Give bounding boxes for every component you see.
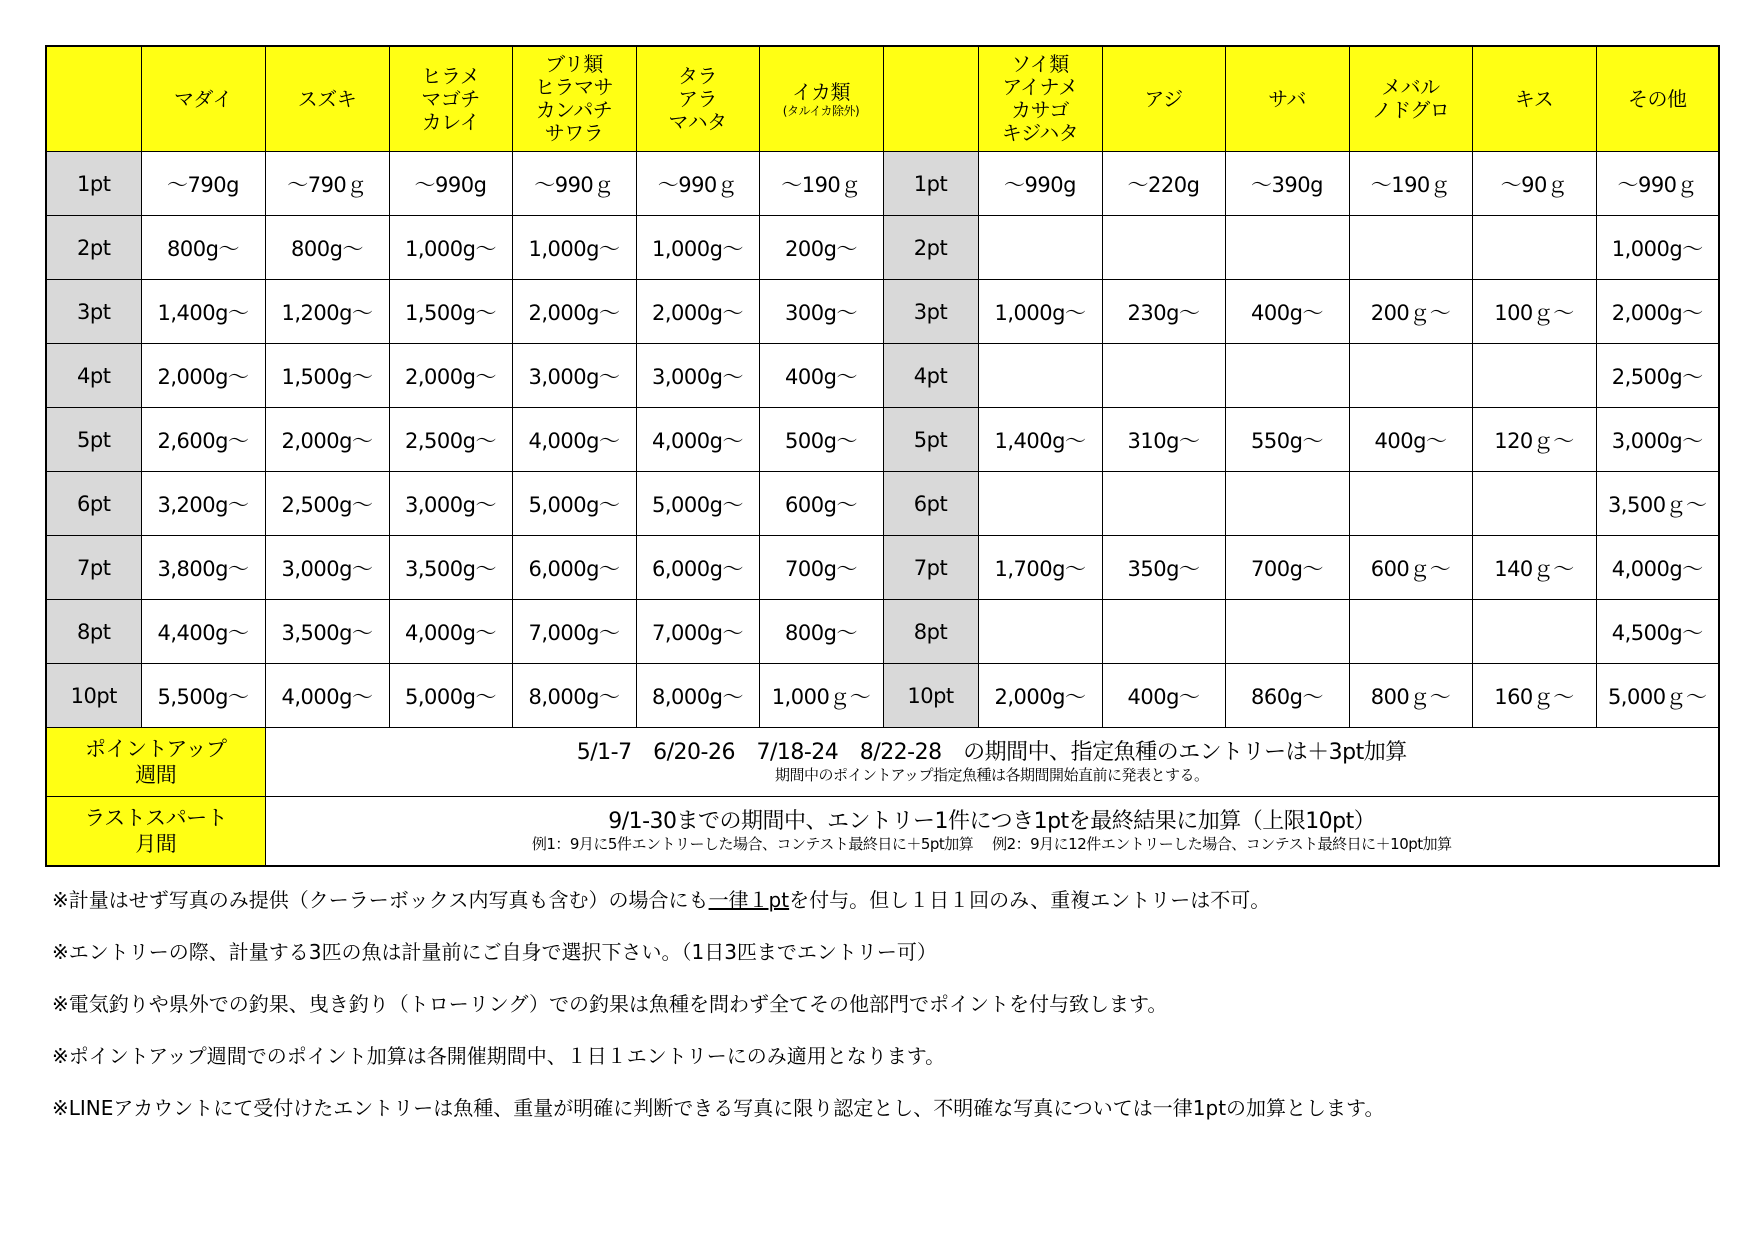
last-spurt-info <box>265 797 1719 867</box>
weight-cell: 4,000g～ <box>512 408 636 472</box>
weight-cell: 2,000g～ <box>389 344 512 408</box>
weight-cell: 800g～ <box>141 216 265 280</box>
last-spurt-note-text: 例1：9月に5件エントリーした場合、コンテスト最終日に＋5pt加算 例2：9月に12件エントリーした場合、コンテスト最終日に＋10pt加算 <box>531 835 1452 853</box>
weight-cell: 2,000g～ <box>265 408 389 472</box>
point-label-left: 8pt <box>46 600 141 664</box>
table-row <box>46 280 1719 344</box>
point-up-info <box>265 728 1719 797</box>
weight-cell: 200g～ <box>759 216 883 280</box>
weight-cell: ～220g <box>1102 152 1225 216</box>
weight-cell: 700g～ <box>759 536 883 600</box>
weight-cell: 8,000g～ <box>512 664 636 728</box>
weight-cell: 6,000g～ <box>636 536 759 600</box>
weight-cell <box>1102 216 1225 280</box>
header-suzuki: スズキ <box>265 46 389 152</box>
weight-cell: 800g～ <box>759 600 883 664</box>
weight-cell: 7,000g～ <box>512 600 636 664</box>
header-blank-left <box>46 46 141 152</box>
weight-cell <box>978 216 1102 280</box>
weight-cell: ～190ｇ <box>1349 152 1472 216</box>
point-up-row <box>46 728 1719 797</box>
note-1-underline: 一律１pt <box>708 888 790 912</box>
weight-cell: 310g～ <box>1102 408 1225 472</box>
header-ika-sub: (タルイカ除外) <box>782 103 860 118</box>
last-spurt-main-text: 9/1-30までの期間中、エントリー1件につき1ptを最終結果に加算（上限10pt） <box>608 809 1376 834</box>
weight-cell: 350g～ <box>1102 536 1225 600</box>
weight-cell: 3,000g～ <box>389 472 512 536</box>
weight-cell: ～990g <box>389 152 512 216</box>
weight-cell: 3,800g～ <box>141 536 265 600</box>
point-up-label: ポイントアップ 週間 <box>46 728 265 797</box>
point-up-note-text: 期間中のポイントアップ指定魚種は各期間開始直前に発表とする。 <box>774 766 1209 784</box>
weight-cell: 4,000g～ <box>636 408 759 472</box>
weight-cell: 5,000g～ <box>389 664 512 728</box>
weight-cell: 2,000g～ <box>141 344 265 408</box>
weight-cell: 4,400g～ <box>141 600 265 664</box>
weight-cell: 3,000g～ <box>1596 408 1719 472</box>
weight-cell <box>1225 344 1349 408</box>
note-4: ※ポイントアップ週間でのポイント加算は各開催期間中、１日１エントリーにのみ適用となります。 <box>52 1044 946 1068</box>
header-madai: マダイ <box>141 46 265 152</box>
weight-cell: 1,700g～ <box>978 536 1102 600</box>
header-ika <box>759 46 883 152</box>
point-label-left: 10pt <box>46 664 141 728</box>
weight-cell: 700g～ <box>1225 536 1349 600</box>
last-spurt-label: ラストスパート 月間 <box>46 797 265 867</box>
weight-cell <box>1472 216 1596 280</box>
weight-cell: 2,500g～ <box>265 472 389 536</box>
point-up-main-text: 5/1-7 6/20-26 7/18-24 8/22-28 の期間中、指定魚種のエントリーは＋3pt加算 <box>576 740 1407 765</box>
table-row <box>46 536 1719 600</box>
weight-cell: 2,000g～ <box>512 280 636 344</box>
note-3: ※電気釣りや県外での釣果、曳き釣り（トローリング）での釣果は魚種を問わず全てその他部門でポイントを付与致します。 <box>52 992 1168 1016</box>
header-tara: タラ アラ マハタ <box>636 46 759 152</box>
weight-cell: 2,500g～ <box>389 408 512 472</box>
weight-cell <box>1225 216 1349 280</box>
point-label-right: 7pt <box>883 536 978 600</box>
weight-cell <box>1349 216 1472 280</box>
point-label-left: 6pt <box>46 472 141 536</box>
weight-cell: ～390g <box>1225 152 1349 216</box>
table-row <box>46 600 1719 664</box>
weight-cell: 300g～ <box>759 280 883 344</box>
weight-cell: 5,500g～ <box>141 664 265 728</box>
table-row <box>46 216 1719 280</box>
weight-cell: 3,000g～ <box>636 344 759 408</box>
weight-cell: 600ｇ～ <box>1349 536 1472 600</box>
weight-cell: 200ｇ～ <box>1349 280 1472 344</box>
weight-cell: 1,000g～ <box>978 280 1102 344</box>
weight-cell <box>1472 472 1596 536</box>
weight-cell: 400g～ <box>759 344 883 408</box>
weight-cell: 3,500g～ <box>265 600 389 664</box>
note-1-pre: ※計量はせず写真のみ提供（クーラーボックス内写真も含む）の場合にも <box>52 888 709 912</box>
weight-cell: 5,000g～ <box>636 472 759 536</box>
weight-cell: 8,000g～ <box>636 664 759 728</box>
weight-cell: 1,000g～ <box>512 216 636 280</box>
weight-cell: 120ｇ～ <box>1472 408 1596 472</box>
table-row <box>46 472 1719 536</box>
note-1 <box>52 886 1702 938</box>
weight-cell: 1,500g～ <box>389 280 512 344</box>
weight-cell: 3,000g～ <box>265 536 389 600</box>
point-label-left: 7pt <box>46 536 141 600</box>
weight-cell: 3,500ｇ～ <box>1596 472 1719 536</box>
weight-cell: 800g～ <box>265 216 389 280</box>
weight-cell: 160ｇ～ <box>1472 664 1596 728</box>
weight-cell: 550g～ <box>1225 408 1349 472</box>
point-label-left: 5pt <box>46 408 141 472</box>
point-label-right: 10pt <box>883 664 978 728</box>
weight-cell: 3,000g～ <box>512 344 636 408</box>
point-label-right: 5pt <box>883 408 978 472</box>
weight-cell <box>1102 472 1225 536</box>
weight-cell: 1,000g～ <box>389 216 512 280</box>
weight-cell <box>1349 472 1472 536</box>
header-hirame: ヒラメ マゴチ カレイ <box>389 46 512 152</box>
header-mebaru: メバル ノドグロ <box>1349 46 1472 152</box>
weight-cell: 400g～ <box>1102 664 1225 728</box>
weight-cell: 3,200g～ <box>141 472 265 536</box>
weight-cell: 400g～ <box>1225 280 1349 344</box>
header-aji: アジ <box>1102 46 1225 152</box>
point-label-right: 2pt <box>883 216 978 280</box>
notes-section <box>52 886 1702 1146</box>
weight-cell: 4,500g～ <box>1596 600 1719 664</box>
header-sonota: その他 <box>1596 46 1719 152</box>
point-label-left: 1pt <box>46 152 141 216</box>
weight-cell <box>978 344 1102 408</box>
weight-cell: 2,000g～ <box>636 280 759 344</box>
weight-cell <box>1472 600 1596 664</box>
weight-cell: 2,000g～ <box>978 664 1102 728</box>
weight-cell <box>1225 600 1349 664</box>
weight-cell: 860g～ <box>1225 664 1349 728</box>
weight-cell: 1,000ｇ～ <box>759 664 883 728</box>
point-label-left: 4pt <box>46 344 141 408</box>
weight-cell: 100ｇ～ <box>1472 280 1596 344</box>
header-ika-label: イカ類 <box>792 79 850 104</box>
weight-cell: 4,000g～ <box>389 600 512 664</box>
weight-cell: ～90ｇ <box>1472 152 1596 216</box>
point-label-left: 3pt <box>46 280 141 344</box>
header-soi: ソイ類 アイナメ カサゴ キジハタ <box>978 46 1102 152</box>
point-label-right: 6pt <box>883 472 978 536</box>
weight-cell: 500g～ <box>759 408 883 472</box>
weight-cell: ～190ｇ <box>759 152 883 216</box>
weight-cell: 1,400g～ <box>978 408 1102 472</box>
table-row <box>46 344 1719 408</box>
weight-cell: 3,500g～ <box>389 536 512 600</box>
weight-cell: ～990ｇ <box>636 152 759 216</box>
point-label-right: 3pt <box>883 280 978 344</box>
weight-cell: 2,500g～ <box>1596 344 1719 408</box>
point-label-right: 8pt <box>883 600 978 664</box>
header-buri: ブリ類 ヒラマサ カンパチ サワラ <box>512 46 636 152</box>
weight-cell: ～990ｇ <box>1596 152 1719 216</box>
weight-cell <box>1225 472 1349 536</box>
point-label-left: 2pt <box>46 216 141 280</box>
point-label-right: 4pt <box>883 344 978 408</box>
weight-cell: 5,000g～ <box>512 472 636 536</box>
weight-cell: 400g～ <box>1349 408 1472 472</box>
weight-cell: 5,000ｇ～ <box>1596 664 1719 728</box>
weight-cell: 7,000g～ <box>636 600 759 664</box>
table-row <box>46 408 1719 472</box>
weight-cell: 6,000g～ <box>512 536 636 600</box>
weight-cell <box>978 472 1102 536</box>
weight-cell <box>978 600 1102 664</box>
weight-cell: 800ｇ～ <box>1349 664 1472 728</box>
weight-cell: 2,000g～ <box>1596 280 1719 344</box>
weight-cell: 1,000g～ <box>1596 216 1719 280</box>
table-row <box>46 152 1719 216</box>
weight-cell: 140ｇ～ <box>1472 536 1596 600</box>
header-blank-right <box>883 46 978 152</box>
weight-cell <box>1349 600 1472 664</box>
weight-cell: 230g～ <box>1102 280 1225 344</box>
table-row <box>46 664 1719 728</box>
weight-cell <box>1472 344 1596 408</box>
weight-cell: 1,500g～ <box>265 344 389 408</box>
header-saba: サバ <box>1225 46 1349 152</box>
weight-cell: ～790g <box>141 152 265 216</box>
header-row <box>46 46 1719 152</box>
weight-cell: 1,200g～ <box>265 280 389 344</box>
weight-cell: ～990ｇ <box>512 152 636 216</box>
weight-cell: 4,000g～ <box>265 664 389 728</box>
weight-cell: ～990g <box>978 152 1102 216</box>
last-spurt-row <box>46 797 1719 867</box>
points-table <box>45 45 1720 867</box>
weight-cell: 1,400g～ <box>141 280 265 344</box>
weight-cell: 4,000g～ <box>1596 536 1719 600</box>
note-2: ※エントリーの際、計量する3匹の魚は計量前にご自身で選択下さい。（1日3匹までエントリー可） <box>52 940 937 964</box>
header-kisu: キス <box>1472 46 1596 152</box>
weight-cell: 600g～ <box>759 472 883 536</box>
weight-cell <box>1102 344 1225 408</box>
point-label-right: 1pt <box>883 152 978 216</box>
note-5: ※LINEアカウントにて受付けたエントリーは魚種、重量が明確に判断できる写真に限り認定とし、不明確な写真については一律1ptの加算とします。 <box>52 1096 1385 1120</box>
weight-cell: ～790ｇ <box>265 152 389 216</box>
weight-cell: 2,600g～ <box>141 408 265 472</box>
weight-cell: 1,000g～ <box>636 216 759 280</box>
weight-cell <box>1102 600 1225 664</box>
note-1-post: を付与。但し１日１回のみ、重複エントリーは不可。 <box>789 888 1271 912</box>
weight-cell <box>1349 344 1472 408</box>
